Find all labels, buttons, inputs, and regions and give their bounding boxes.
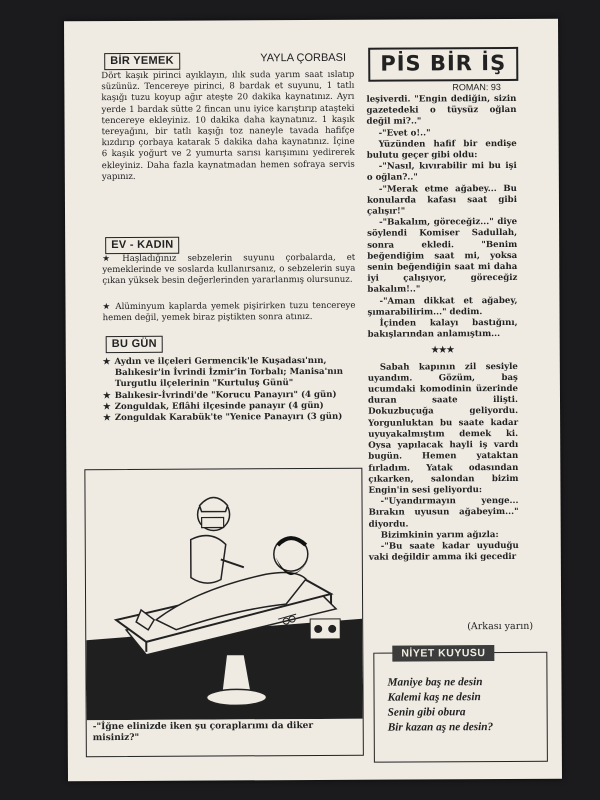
list-item: ★ Zonguldak, Eflâhi ilçesinde panayır (4 gün) [103,401,356,414]
paragraph: Yüzünden hafif bir endişe bulutu geçer gibi oldu: [366,138,517,161]
poem-line: Kalemi kaş ne desin [387,691,481,704]
poem-line: Maniye baş ne desin [387,676,483,689]
bu-gun-label: BU GÜN [106,336,163,353]
recipe-text: Dört kaşık pirinci ayıklayın, ılık suda yarım saat ıslatıp süzünüz. Tencereye pirinci, 8 bardak et suyunu, 1 tatlı kaşığı tuzu koyup ağır ateşte 20 dakika kaynatınız. Ayrı yerde 1 bardak sütte 2 fincan unu iyice karıştırıp ataşteki tencereye ekleyiniz. 10 dakika daha kaynatınız. 1 kaşık tereyağını, bir tatlı kaşığı toz naneyle tavada hafifçe kızdırıp çorbaya katarak 5 dakika daha kaynatınız. İçine 6 kaşık yoğurt ve 2 yumurta sarısı karışımını yedirerek ekleyiniz. Daha fazla kaynatmadan hemen sofraya servis yapınız. [101,69,355,182]
paragraph: Bizimkinin yarım ağızla: [380,529,499,541]
paragraph: -"Merak etme ağabey... Bu konularda kafası saat gibi çalışır!" [366,183,517,217]
roman-title: PİS BİR İŞ [368,47,518,82]
cartoon-caption: -"İğne elinizde iken şu çoraplarımı da diker misiniz?" [92,721,314,744]
roman-number: ROMAN: 93 [452,82,501,93]
roman-text [366,94,518,564]
paragraph: -"Bakalım, göreceğiz..." diye söylendi Komiser Sadullah, sonra ekledi. "Benim beğendiğim saat mi, yoksa senin beğendiğin saat mi daha iyi çalışıyor, göreceğiz bakalım!.." [367,217,518,296]
newspaper-clipping [64,19,562,782]
ev-kadin-tip-2: ★ Alüminyum kaplarda yemek pişirirken tuzu tencereye hemen değil, yemek biraz piştikten sonra atınız. [102,301,355,325]
paragraph: -"Evet o!.." [378,127,431,139]
niyet-kuyusu-poem [387,675,537,736]
ev-kadin-tip-1: ★ Haşladığınız sebzelerin suyunu çorbalarda, et yemeklerinde ve soslarda kullanırsanız, o sebzelerin suya çıkan yüksek besin değerlerinden yararlanmış olursunuz. [102,253,355,288]
cartoon-panel [84,468,364,757]
list-item: ★ Balıkesir-İvrindi'de "Korucu Panayırı" (4 gün) [103,389,356,402]
paragraph: -"Bu saate kadar uyuduğu vaki değildir amma iki gecedir [368,540,519,563]
paragraph: -"Aman dikkat et ağabey, şımarabilirim..." dedim. [367,295,518,318]
continued-note: (Arkası yarın) [467,620,534,633]
poem-line: Bir kazan aş ne desin? [387,721,494,734]
section-separator: ★★★ [431,345,455,356]
paragraph: leşiverdi. "Engin dediğin, sizin gazetedeki o tüysüz oğlan değil mi?.." [366,93,517,128]
paragraph: İçinden kalayı bastığını, bakışlarından anlamıştım... [367,317,518,340]
list-item: ★ Aydın ve ilçeleri Germencik'le Kuşadası'nın, Balıkesir'in İvrindi İzmir'in Torbalı; Manisa'nın Turgutlu ilçelerinin "Kurtuluş Günü" [103,356,356,391]
paragraph: -"Uyandırmayın yenge... Bırakın uyusun ağabeyim..." diyordu. [368,496,519,530]
paragraph: -"Nasıl, kıvırabilir mi bu işi o oğlan?.." [366,161,517,184]
list-item: ★ Zonguldak Karabük'te "Yenice Panayırı (3 gün) [103,412,356,425]
bu-gun-list [103,356,356,425]
poem-line: Senin gibi obura [387,706,466,719]
cartoon-illustration [85,469,362,720]
bir-yemek-label: BİR YEMEK [104,53,180,70]
recipe-title: YAYLA ÇORBASI [260,51,347,65]
paragraph: Sabah kapının zil sesiyle uyandım. Gözüm, baş ucumdaki komodinin üzerinde duran saate ilişti. Dokuzbuçuğa geliyordu. Yorgunluktan bu saate kadar uyuyakalmıştım demek ki. Oysa yapılacak hayli iş vardı bugün. Hemen yataktan fırladım. Yatak odasından çıkarken, salondan bizim Engin'in sesi geliyordu: [367,361,519,496]
ev-kadin-label: EV - KADIN [105,237,179,254]
niyet-kuyusu-title: NİYET KUYUSU [392,645,494,662]
